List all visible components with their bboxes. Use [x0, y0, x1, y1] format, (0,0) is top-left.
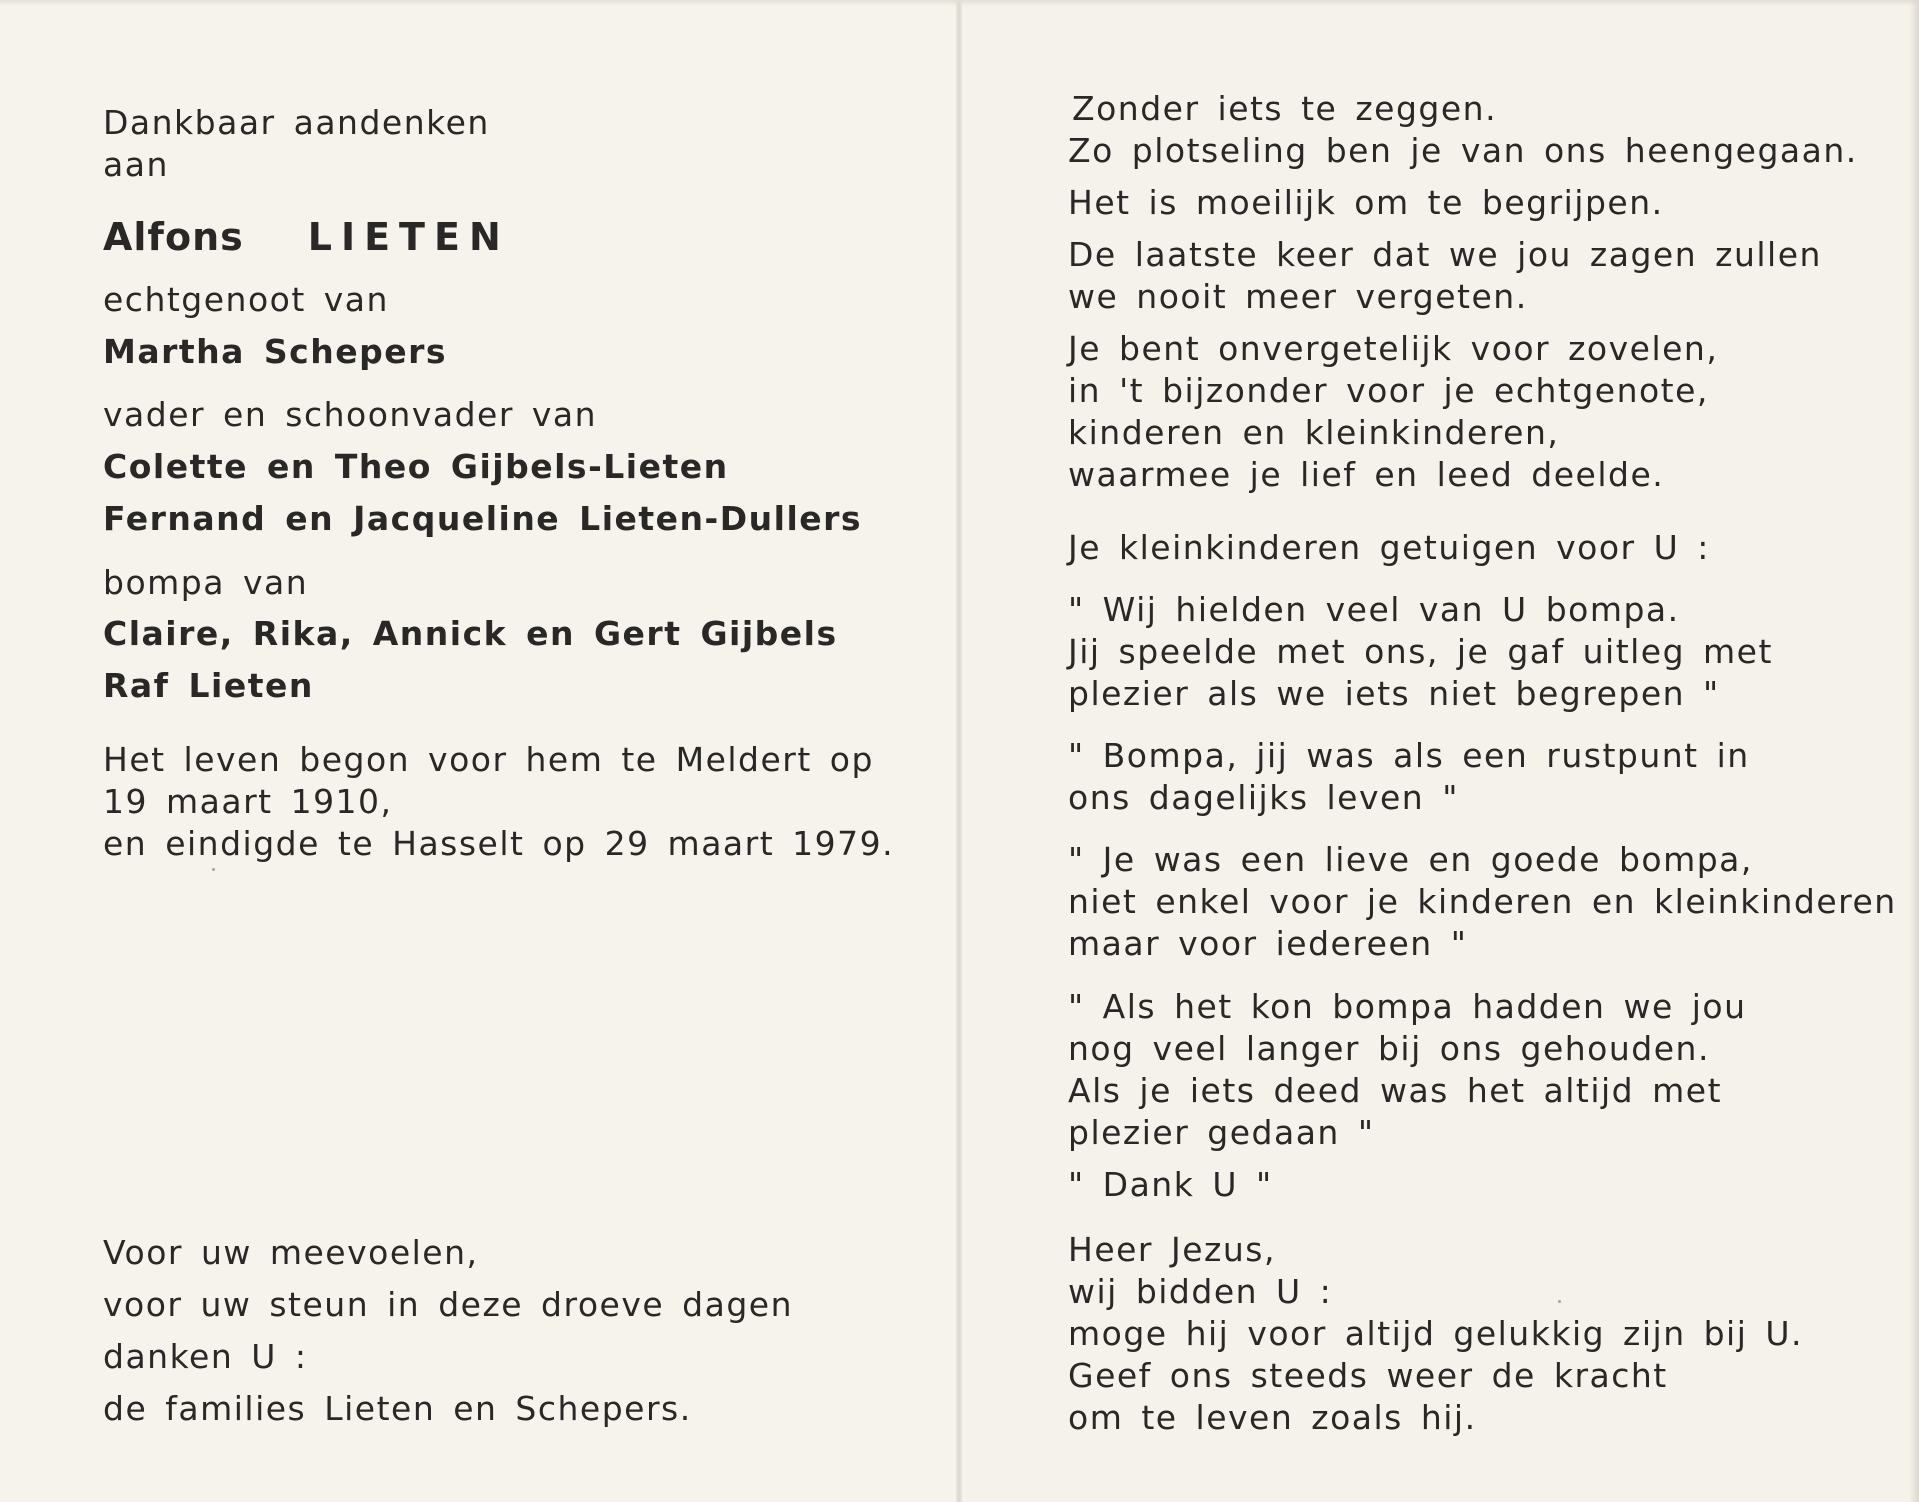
poem-line: waarmee je lief en leed deelde.	[1068, 455, 1665, 494]
testimony-intro: Je kleinkinderen getuigen voor U :	[1068, 528, 1710, 567]
testimony-line: " Je was een lieve en goede bompa,	[1068, 840, 1753, 879]
poem-line: De laatste keer dat we jou zagen zullen	[1068, 235, 1822, 274]
testimony-line: nog veel langer bij ons gehouden.	[1068, 1029, 1710, 1068]
spouse-label: echtgenoot van	[103, 280, 389, 319]
testimony-line: niet enkel voor je kinderen en kleinkinderen	[1068, 882, 1897, 921]
testimony-line: " Wij hielden veel van U bompa.	[1068, 590, 1680, 629]
life-line-1: Het leven begon voor hem te Meldert op	[103, 740, 874, 779]
right-panel	[962, 0, 1919, 1502]
card-edge-right	[1909, 0, 1919, 1502]
paper-speck	[1558, 1300, 1561, 1303]
testimony-line: plezier als we iets niet begrepen "	[1068, 674, 1720, 713]
prayer-line: Heer Jezus,	[1068, 1230, 1276, 1269]
thanks-line-3: danken U :	[103, 1337, 308, 1376]
life-line-2: 19 maart 1910,	[103, 782, 393, 821]
poem-line: in 't bijzonder voor je echtgenote,	[1068, 371, 1709, 410]
thanks-line-2: voor uw steun in deze droeve dagen	[103, 1285, 793, 1324]
left-panel	[0, 0, 958, 1502]
poem-line: we nooit meer vergeten.	[1068, 277, 1528, 316]
children-line-2: Fernand en Jacqueline Lieten-Dullers	[103, 499, 863, 538]
children-line-1: Colette en Theo Gijbels-Lieten	[103, 447, 729, 486]
testimony-line: " Bompa, jij was als een rustpunt in	[1068, 736, 1750, 775]
poem-line: kinderen en kleinkinderen,	[1068, 413, 1560, 452]
deceased-family-name: LIETEN	[307, 215, 510, 259]
poem-line: Zo plotseling ben je van ons heengegaan.	[1068, 131, 1858, 170]
card-edge-top	[0, 0, 1919, 6]
grandchildren-label: bompa van	[103, 563, 309, 602]
life-line-3: en eindigde te Hasselt op 29 maart 1979.	[103, 824, 895, 863]
testimony-line: ons dagelijks leven "	[1068, 778, 1459, 817]
testimony-line: plezier gedaan "	[1068, 1113, 1375, 1152]
grandchildren-line-1: Claire, Rika, Annick en Gert Gijbels	[103, 614, 838, 653]
poem-line: Zonder iets te zeggen.	[1072, 89, 1498, 128]
testimony-line: " Als het kon bompa hadden we jou	[1068, 987, 1747, 1026]
paper-speck	[212, 868, 215, 871]
children-label: vader en schoonvader van	[103, 395, 598, 434]
grandchildren-line-2: Raf Lieten	[103, 666, 314, 705]
dedication-line: Dankbaar aandenken	[103, 103, 490, 142]
testimony-line: maar voor iedereen "	[1068, 924, 1468, 963]
prayer-line: wij bidden U :	[1068, 1272, 1333, 1311]
prayer-line: moge hij voor altijd gelukkig zijn bij U.	[1068, 1314, 1804, 1353]
prayer-line: Geef ons steeds weer de kracht	[1068, 1356, 1668, 1395]
poem-line: Het is moeilijk om te begrijpen.	[1068, 183, 1664, 222]
testimony-line: Jij speelde met ons, je gaf uitleg met	[1068, 632, 1773, 671]
spouse-name: Martha Schepers	[103, 332, 448, 371]
testimony-line: " Dank U "	[1068, 1165, 1273, 1204]
poem-line: Je bent onvergetelijk voor zovelen,	[1068, 329, 1719, 368]
deceased-given-name: Alfons	[103, 215, 244, 259]
deceased-name	[103, 217, 510, 259]
prayer-line: om te leven zoals hij.	[1068, 1398, 1477, 1437]
dedication-aan: aan	[103, 145, 169, 184]
testimony-line: Als je iets deed was het altijd met	[1068, 1071, 1723, 1110]
thanks-line-4: de families Lieten en Schepers.	[103, 1389, 692, 1428]
thanks-line-1: Voor uw meevoelen,	[103, 1233, 479, 1272]
